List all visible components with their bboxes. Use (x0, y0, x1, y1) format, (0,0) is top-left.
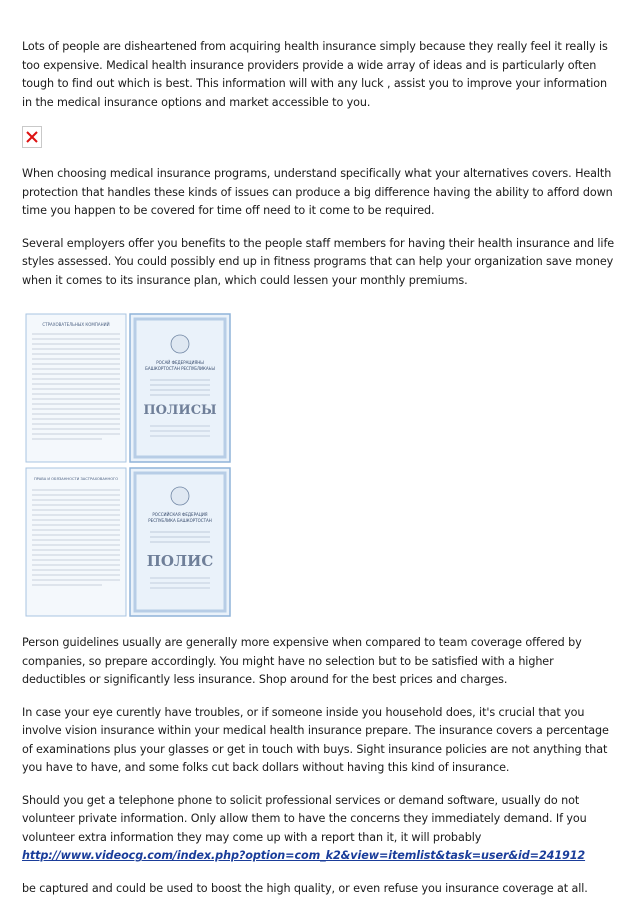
paragraph-person-guidelines: Person guidelines usually are generally more expensive when compared to team coverage offered by companies, so prepare accordingly. You might have no selection but to be satisfied with a higher deductibles or significantly less insurance. Shop around for the best prices and charges. (22, 636, 582, 686)
paragraph-intro: Lots of people are disheartened from acquiring health insurance simply because they really feel it really is too expensive. Medical health insurance providers provide a wide array of ideas and is particularly often tough to find out which is best. This information will with any luck , assist you to improve your information in the medical insurance options and market accessible to you. (22, 40, 608, 109)
top-title-line-2: БАШКОРТОСТАН РЕСПУБЛИКАҺЫ (145, 366, 215, 371)
insurance-certificate-image (22, 310, 234, 620)
bottom-header-text: ПРАВА И ОБЯЗАННОСТИ ЗАСТРАХОВАННОГО (33, 477, 119, 481)
paragraph-closing: be captured and could be used to boost the high quality, or even refuse you insurance coverage at all. (22, 881, 588, 895)
broken-image-icon (22, 126, 42, 148)
bottom-title-line-2: РЕСПУБЛИКА БАШКОРТОСТАН (148, 518, 212, 523)
paragraph-choosing: When choosing medical insurance programs, understand specifically what your alternatives covers. Health protection that handles these kinds of issues can produce a big difference having the ability to afford down time you happen to be covered for time off need to it come to be required. (22, 167, 613, 217)
paragraph-telephone-text: Should you get a telephone phone to solicit professional services or demand software, usually do not volunteer private information. Only allow them to have the concerns they immediately demand. If you volunteer extra information they may come up with a report than it, it will probably (22, 793, 587, 844)
top-big-word: ПОЛИСЫ (143, 403, 217, 418)
bottom-title-line-1: РОССИЙСКАЯ ФЕДЕРАЦИЯ (152, 512, 208, 517)
paragraph-telephone (22, 792, 616, 866)
coat-of-arms-icon (171, 487, 189, 505)
coat-of-arms-icon (171, 335, 189, 353)
paragraph-vision-insurance: In case your eye curently have troubles, or if someone inside you household does, it's crucial that you involve vision insurance within your medical health insurance prepare. The insurance covers a percentage of examinations plus your glasses or get in touch with buys. Sight insurance policies are not anything that you have to have, and some folks cut back dollars without having this kind of insurance. (22, 705, 609, 774)
top-header-text: СТРАХОВАТЕЛЬНЫХ КОМПАНИЙ (42, 322, 110, 327)
paragraph-employers: Several employers offer you benefits to the people staff members for having their health insurance and life styles assessed. You could possibly end up in fitness programs that can help your organization save money when it comes to its insurance plan, which could lessen your monthly premiums. (22, 236, 615, 287)
bottom-big-word: ПОЛИС (146, 552, 214, 570)
top-title-line-1: РОСАЙ ФЕДЕРАЦИЯНЫ (156, 360, 204, 365)
external-link[interactable]: http://www.videocg.com/index.php?option=com_k2&view=itemlist&task=user&id=241912 (22, 849, 586, 862)
